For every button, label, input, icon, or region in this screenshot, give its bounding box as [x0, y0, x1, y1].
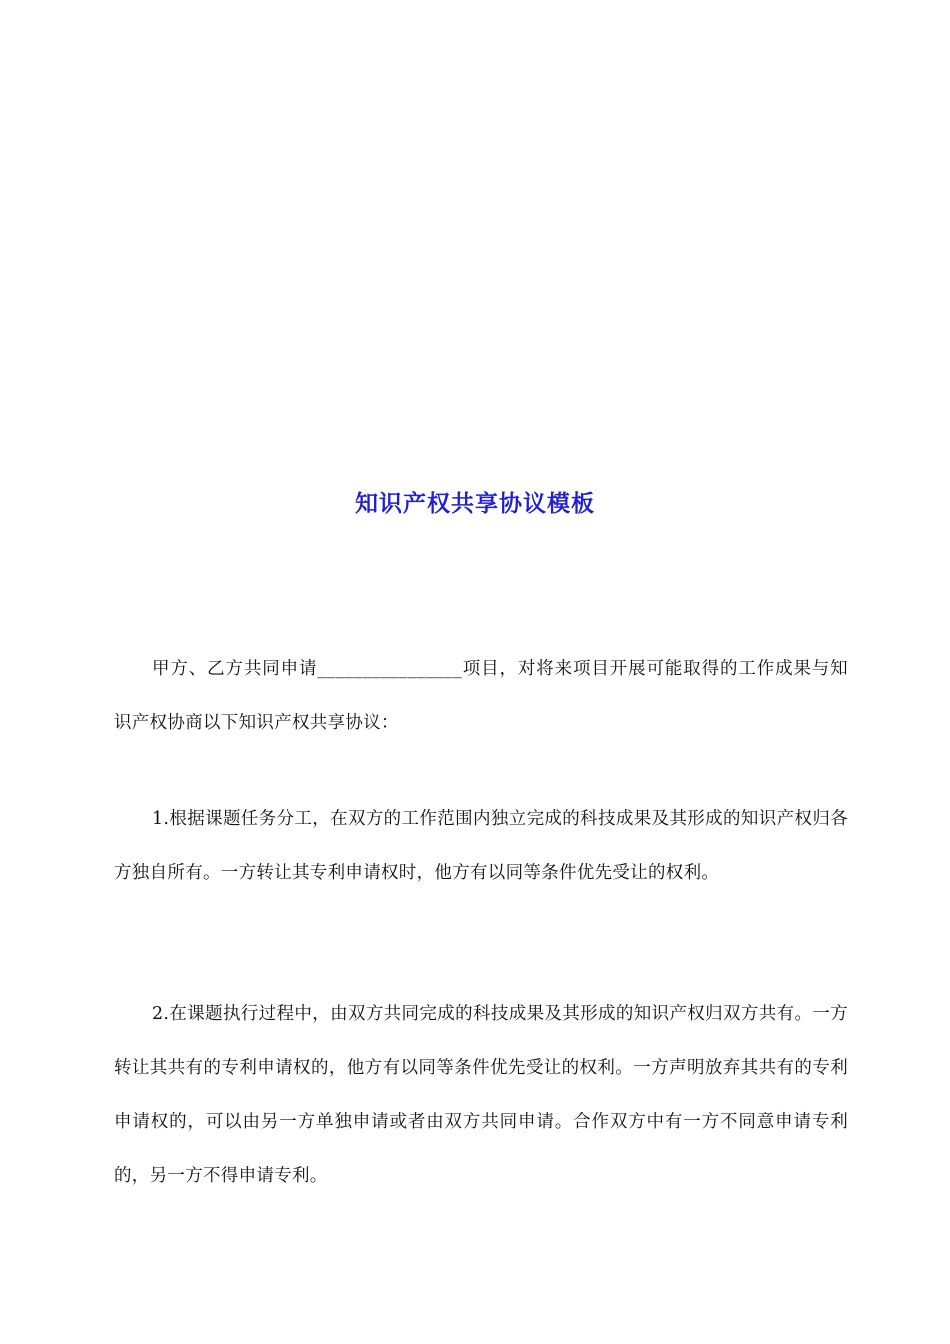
document-title: 知识产权共享协议模板	[355, 490, 595, 517]
clause-2-paragraph: 2.在课题执行过程中，由双方共同完成的科技成果及其形成的知识产权归双方共有。一方转让其共有的专利申请权的，他方有以同等条件优先受让的权利。一方声明放弃其共有的专利申请权的，可以由另一方单独申请或者由双方共同申请。合作双方中有一方不同意申请专利的，另一方不得申请专利。	[114, 1004, 848, 1186]
intro-paragraph: 甲方、乙方共同申请________________项目，对将来项目开展可能取得的工作成果与知识产权协商以下知识产权共享协议：	[114, 659, 848, 733]
clause-1-paragraph: 1.根据课题任务分工，在双方的工作范围内独立完成的科技成果及其形成的知识产权归各方独自所有。一方转让其专利申请权时，他方有以同等条件优先受让的权利。	[114, 809, 848, 883]
